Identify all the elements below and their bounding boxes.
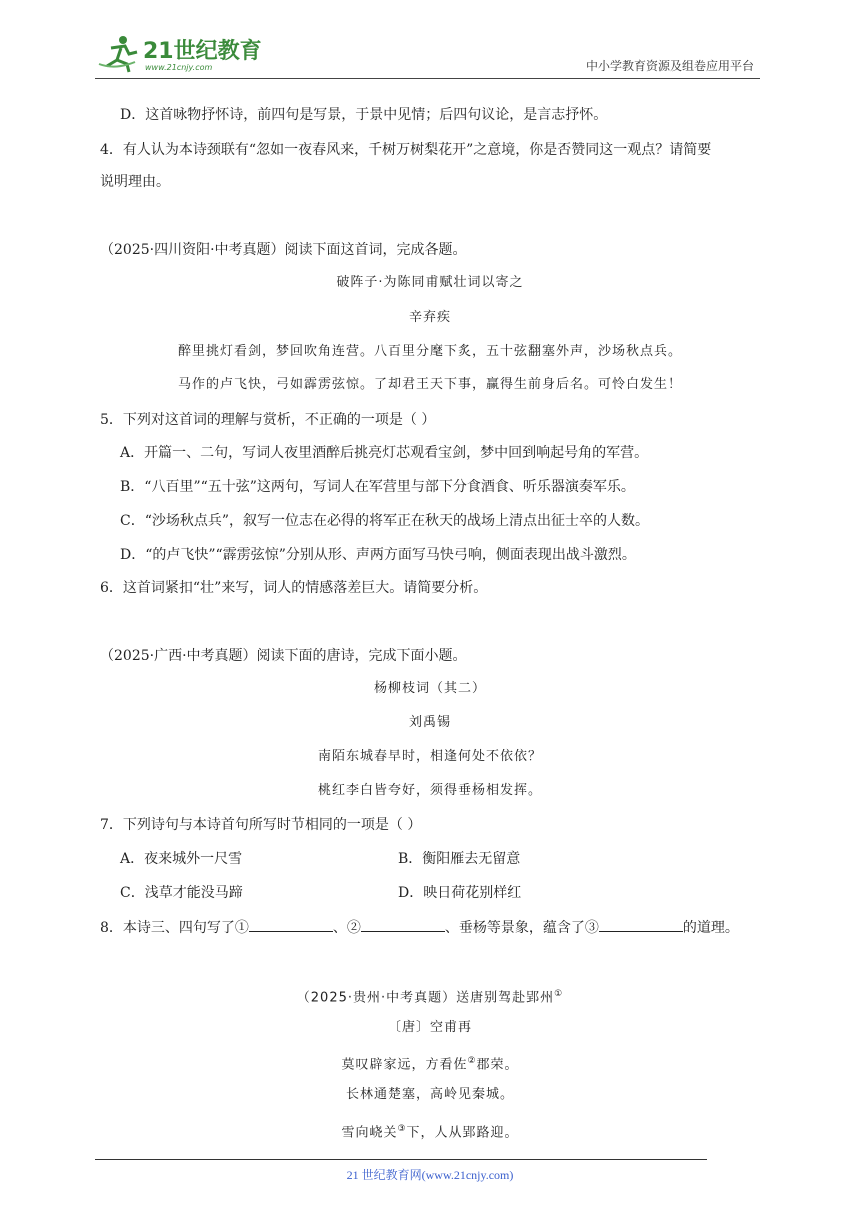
- section3-intro: （2025·广西·中考真题）阅读下面的唐诗，完成下面小题。: [100, 648, 467, 664]
- q5-option-d: D．“的卢飞快”“霹雳弦惊”分别从形、声两方面写马快弓响，侧面表现出战斗激烈。: [120, 547, 636, 563]
- section2-poem-author: 辛弃疾: [408, 310, 451, 325]
- answer-blank-2[interactable]: [361, 917, 445, 932]
- question-7: 7．下列诗句与本诗首句所写时节相同的一项是（ ）: [100, 817, 422, 833]
- section4-poem-line1: 莫叹辟家远，方看佐②郡荣。: [341, 1056, 519, 1073]
- question-5: 5．下列对这首词的理解与赏析，不正确的一项是（ ）: [100, 412, 436, 428]
- section3-poem-line1: 南陌东城春早时，相逢何处不依依？: [317, 749, 542, 764]
- section4-poem-author: 〔唐〕空甫再: [387, 1020, 472, 1035]
- question-4-line2: 说明理由。: [100, 174, 170, 190]
- question-4-line1: 4．有人认为本诗颈联有“忽如一夜春风来，千树万树梨花开”之意境，你是否赞同这一观点？请简要: [100, 142, 712, 158]
- question-6: 6．这首词紧扣“壮”来写，词人的情感落差巨大。请简要分析。: [100, 580, 488, 596]
- q7-option-b: B．衡阳雁去无留意: [398, 851, 521, 867]
- section4-poem-title: （2025·贵州·中考真题）送唐别驾赴郢州①: [296, 989, 564, 1006]
- page-footer: 21 世纪教育网(www.21cnjy.com): [346, 1168, 514, 1182]
- q5-option-b: B．“八百里”“五十弦”这两句，写词人在军营里与部下分食酒食、听乐器演奏军乐。: [120, 479, 635, 495]
- answer-blank-3[interactable]: [599, 917, 683, 932]
- svg-text:www.21cnjy.com: www.21cnjy.com: [145, 63, 213, 72]
- section2-intro: （2025·四川资阳·中考真题）阅读下面这首词，完成各题。: [100, 242, 467, 258]
- q5-option-c: C．“沙场秋点兵”，叙写一位志在必得的将军正在秋天的战场上清点出征士卒的人数。: [120, 513, 650, 529]
- section2-poem-line2: 马作的卢飞快，弓如霹雳弦惊。了却君王天下事，赢得生前身后名。可怜白发生！: [177, 377, 682, 392]
- section3-poem-author: 刘禹锡: [408, 715, 451, 730]
- q3-option-d: D．这首咏物抒怀诗，前四句是写景，于景中见情；后四句议论，是言志抒怀。: [120, 107, 608, 123]
- section2-poem-line1: 醉里挑灯看剑，梦回吹角连营。八百里分麾下炙，五十弦翻塞外声，沙场秋点兵。: [177, 344, 682, 359]
- svg-text:21世纪教育: 21世纪教育: [143, 39, 262, 64]
- section4-poem-line2: 长林通楚塞，高岭见秦城。: [345, 1087, 514, 1102]
- q7-option-d: D．映日荷花别样红: [398, 885, 522, 901]
- question-8: 8．本诗三、四句写了① 、② 、垂杨等景象，蕴含了③ 的道理。: [100, 917, 739, 938]
- q7-option-a: A．夜来城外一尺雪: [120, 851, 243, 867]
- section3-poem-line2: 桃红李白皆夸好，须得垂杨相发挥。: [317, 783, 542, 798]
- site-logo: [95, 34, 265, 74]
- section2-poem-title: 破阵子·为陈同甫赋壮词以寄之: [336, 275, 524, 290]
- footer-divider: [95, 1159, 707, 1160]
- section4-poem-line3: 雪向峣关③下，人从郢路迎。: [341, 1124, 519, 1141]
- q7-option-c: C．浅草才能没马蹄: [120, 885, 243, 901]
- q5-option-a: A．开篇一、二句，写词人夜里酒醉后挑亮灯芯观看宝剑，梦中回到响起号角的军营。: [120, 445, 649, 461]
- runner-icon: [99, 36, 137, 72]
- section3-poem-title: 杨柳枝词（其二）: [373, 681, 486, 696]
- page-header: [95, 30, 760, 79]
- answer-blank-1[interactable]: [249, 917, 333, 932]
- platform-name: 中小学教育资源及组卷应用平台: [585, 59, 754, 73]
